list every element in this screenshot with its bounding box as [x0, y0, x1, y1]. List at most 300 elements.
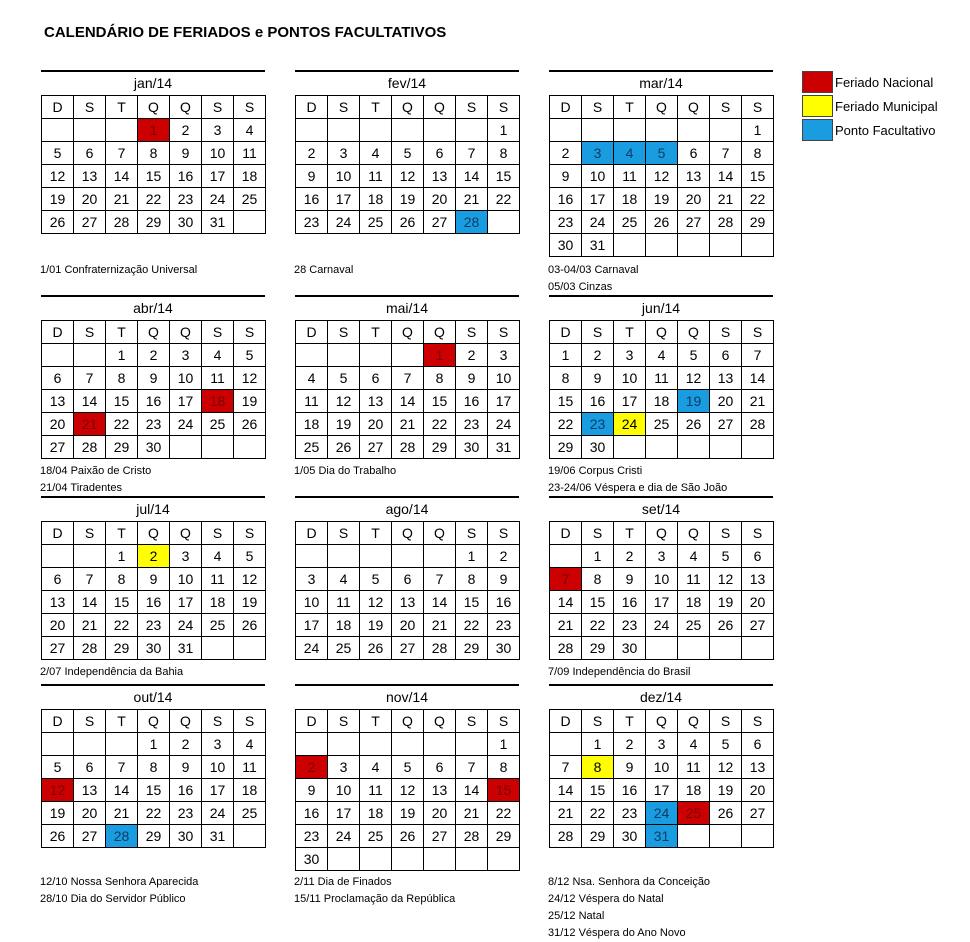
weekday-header: T — [106, 710, 138, 733]
day-cell: 1 — [456, 545, 488, 568]
day-cell: 3 — [170, 344, 202, 367]
day-cell: 12 — [328, 390, 360, 413]
day-cell: 6 — [424, 756, 456, 779]
weekday-header: Q — [646, 321, 678, 344]
week-row — [550, 825, 774, 848]
day-cell: 13 — [360, 390, 392, 413]
day-cell: 22 — [138, 188, 170, 211]
day-cell: 20 — [74, 802, 106, 825]
day-cell: 21 — [710, 188, 742, 211]
month-calendar — [549, 295, 773, 459]
day-cell: 3 — [646, 545, 678, 568]
day-cell: 16 — [296, 802, 328, 825]
day-cell: 21 — [74, 614, 106, 637]
day-cell: 8 — [424, 367, 456, 390]
day-cell: 13 — [42, 591, 74, 614]
day-cell: 16 — [614, 591, 646, 614]
day-cell-feriado-nacional: 2 — [296, 756, 328, 779]
day-cell: 12 — [646, 165, 678, 188]
empty-cell — [392, 344, 424, 367]
day-cell: 19 — [392, 802, 424, 825]
day-cell-feriado-municipal: 2 — [138, 545, 170, 568]
day-cell: 22 — [582, 802, 614, 825]
day-cell: 20 — [392, 614, 424, 637]
day-cell: 19 — [328, 413, 360, 436]
day-cell: 2 — [614, 545, 646, 568]
day-cell: 26 — [710, 614, 742, 637]
day-cell: 7 — [74, 568, 106, 591]
holiday-note: 12/10 Nossa Senhora Aparecida — [40, 876, 199, 888]
weekday-header-row — [296, 710, 520, 733]
day-cell: 30 — [614, 637, 646, 660]
week-row — [42, 614, 266, 637]
day-cell: 19 — [234, 591, 266, 614]
week-row — [42, 436, 266, 459]
day-cell: 11 — [646, 367, 678, 390]
day-cell: 11 — [234, 142, 266, 165]
day-cell: 29 — [106, 436, 138, 459]
day-cell: 17 — [646, 591, 678, 614]
empty-cell — [202, 637, 234, 660]
weekday-header: S — [742, 522, 774, 545]
day-cell-ponto-facultativo: 23 — [582, 413, 614, 436]
empty-cell — [582, 119, 614, 142]
weekday-header-row — [550, 522, 774, 545]
day-cell: 17 — [582, 188, 614, 211]
day-cell: 5 — [678, 344, 710, 367]
weekday-header: Q — [170, 710, 202, 733]
month-title: out/14 — [41, 684, 265, 709]
weekday-header: Q — [138, 710, 170, 733]
empty-cell — [296, 733, 328, 756]
day-cell: 3 — [614, 344, 646, 367]
day-cell: 4 — [202, 344, 234, 367]
day-cell: 6 — [710, 344, 742, 367]
day-cell: 7 — [456, 756, 488, 779]
day-cell: 7 — [742, 344, 774, 367]
day-cell: 13 — [42, 390, 74, 413]
day-cell: 2 — [488, 545, 520, 568]
month-title: jul/14 — [41, 496, 265, 521]
weekday-header: S — [202, 96, 234, 119]
empty-cell — [234, 637, 266, 660]
empty-cell — [646, 637, 678, 660]
day-cell: 11 — [360, 779, 392, 802]
day-cell: 22 — [488, 188, 520, 211]
empty-cell — [710, 436, 742, 459]
day-cell: 19 — [42, 188, 74, 211]
day-cell: 20 — [360, 413, 392, 436]
day-cell: 26 — [42, 211, 74, 234]
day-cell: 27 — [74, 211, 106, 234]
day-cell: 22 — [138, 802, 170, 825]
legend — [802, 70, 938, 142]
day-cell: 7 — [392, 367, 424, 390]
holiday-note: 24/12 Véspera do Natal — [548, 893, 664, 905]
day-cell: 13 — [424, 779, 456, 802]
day-cell: 10 — [328, 165, 360, 188]
day-cell: 15 — [138, 165, 170, 188]
day-cell: 11 — [614, 165, 646, 188]
day-cell: 29 — [582, 637, 614, 660]
day-cell: 21 — [550, 802, 582, 825]
day-cell: 14 — [424, 591, 456, 614]
weekday-header: S — [742, 321, 774, 344]
month-notes — [40, 463, 280, 497]
holiday-note: 23-24/06 Véspera e dia de São João — [548, 482, 728, 494]
day-cell: 3 — [202, 119, 234, 142]
day-cell: 25 — [646, 413, 678, 436]
day-cell: 23 — [614, 614, 646, 637]
weekday-header: Q — [392, 96, 424, 119]
day-cell: 5 — [42, 756, 74, 779]
empty-cell — [488, 848, 520, 871]
empty-cell — [328, 848, 360, 871]
empty-cell — [550, 545, 582, 568]
legend-item-municipal — [802, 94, 938, 118]
weekday-header: D — [42, 710, 74, 733]
day-cell-ponto-facultativo: 28 — [456, 211, 488, 234]
day-cell: 1 — [106, 344, 138, 367]
day-cell: 16 — [550, 188, 582, 211]
day-cell: 27 — [74, 825, 106, 848]
empty-cell — [456, 848, 488, 871]
day-cell: 4 — [678, 545, 710, 568]
day-cell: 17 — [202, 779, 234, 802]
day-cell: 22 — [106, 614, 138, 637]
day-cell: 4 — [360, 142, 392, 165]
day-cell: 9 — [550, 165, 582, 188]
day-cell: 28 — [550, 637, 582, 660]
day-cell: 25 — [296, 436, 328, 459]
day-cell: 12 — [710, 756, 742, 779]
empty-cell — [106, 119, 138, 142]
month-title: set/14 — [549, 496, 773, 521]
day-cell: 23 — [296, 211, 328, 234]
day-cell: 8 — [742, 142, 774, 165]
month-calendar — [41, 684, 265, 848]
day-cell: 13 — [710, 367, 742, 390]
weekday-header: T — [360, 96, 392, 119]
day-cell: 20 — [424, 188, 456, 211]
day-cell: 10 — [170, 568, 202, 591]
holiday-note: 2/11 Dia de Finados — [294, 876, 392, 888]
week-row — [42, 802, 266, 825]
empty-cell — [488, 211, 520, 234]
week-row — [296, 367, 520, 390]
day-cell: 14 — [710, 165, 742, 188]
day-cell: 8 — [456, 568, 488, 591]
week-row — [296, 848, 520, 871]
day-cell: 20 — [42, 614, 74, 637]
day-cell: 22 — [742, 188, 774, 211]
day-cell: 16 — [456, 390, 488, 413]
day-cell: 12 — [392, 165, 424, 188]
day-cell: 13 — [678, 165, 710, 188]
empty-cell — [646, 119, 678, 142]
day-cell: 19 — [710, 591, 742, 614]
weekday-header: T — [360, 321, 392, 344]
day-cell: 10 — [646, 756, 678, 779]
day-cell: 25 — [360, 211, 392, 234]
day-cell: 11 — [360, 165, 392, 188]
empty-cell — [678, 825, 710, 848]
empty-cell — [234, 211, 266, 234]
day-cell: 1 — [742, 119, 774, 142]
month-table — [41, 521, 266, 660]
day-cell: 14 — [456, 165, 488, 188]
day-cell: 15 — [138, 779, 170, 802]
day-cell: 17 — [170, 591, 202, 614]
day-cell: 15 — [424, 390, 456, 413]
month-notes — [40, 664, 280, 681]
weekday-header: S — [234, 522, 266, 545]
day-cell: 17 — [170, 390, 202, 413]
weekday-header: S — [328, 710, 360, 733]
day-cell: 18 — [202, 591, 234, 614]
day-cell: 26 — [328, 436, 360, 459]
day-cell: 8 — [550, 367, 582, 390]
month-table — [295, 320, 520, 459]
month-table — [41, 320, 266, 459]
day-cell: 4 — [678, 733, 710, 756]
day-cell: 22 — [550, 413, 582, 436]
week-row — [296, 119, 520, 142]
weekday-header: S — [488, 321, 520, 344]
weekday-header: Q — [392, 710, 424, 733]
month-notes — [40, 262, 280, 279]
day-cell: 25 — [328, 637, 360, 660]
day-cell: 21 — [106, 188, 138, 211]
day-cell: 12 — [710, 568, 742, 591]
day-cell: 12 — [392, 779, 424, 802]
weekday-header: Q — [678, 321, 710, 344]
day-cell: 20 — [710, 390, 742, 413]
day-cell: 28 — [74, 436, 106, 459]
weekday-header: S — [234, 96, 266, 119]
week-row — [296, 733, 520, 756]
weekday-header: S — [456, 321, 488, 344]
day-cell: 19 — [234, 390, 266, 413]
week-row — [42, 568, 266, 591]
day-cell: 10 — [614, 367, 646, 390]
day-cell: 23 — [614, 802, 646, 825]
day-cell: 26 — [42, 825, 74, 848]
day-cell: 2 — [138, 344, 170, 367]
day-cell: 7 — [550, 756, 582, 779]
day-cell: 14 — [74, 591, 106, 614]
empty-cell — [328, 545, 360, 568]
week-row — [550, 591, 774, 614]
day-cell: 31 — [488, 436, 520, 459]
day-cell: 16 — [296, 188, 328, 211]
weekday-header: Q — [170, 96, 202, 119]
day-cell: 6 — [392, 568, 424, 591]
weekday-header: Q — [170, 522, 202, 545]
day-cell: 18 — [678, 591, 710, 614]
day-cell: 9 — [614, 756, 646, 779]
day-cell: 29 — [456, 637, 488, 660]
weekday-header: S — [456, 96, 488, 119]
day-cell: 21 — [456, 802, 488, 825]
day-cell: 4 — [296, 367, 328, 390]
empty-cell — [614, 436, 646, 459]
legend-item-nacional — [802, 70, 938, 94]
day-cell-feriado-municipal: 24 — [614, 413, 646, 436]
day-cell: 7 — [710, 142, 742, 165]
day-cell: 25 — [202, 614, 234, 637]
holiday-note: 1/01 Confraternização Universal — [40, 264, 198, 276]
day-cell: 12 — [234, 568, 266, 591]
empty-cell — [550, 733, 582, 756]
empty-cell — [646, 234, 678, 257]
week-row — [550, 211, 774, 234]
weekday-header: S — [582, 321, 614, 344]
day-cell: 24 — [328, 211, 360, 234]
holiday-note: 28/10 Dia do Servidor Público — [40, 893, 186, 905]
weekday-header: S — [582, 96, 614, 119]
day-cell: 2 — [582, 344, 614, 367]
weekday-header: S — [582, 710, 614, 733]
day-cell: 15 — [456, 591, 488, 614]
week-row — [550, 733, 774, 756]
day-cell: 1 — [582, 733, 614, 756]
holiday-note: 25/12 Natal — [548, 910, 605, 922]
weekday-header: Q — [646, 96, 678, 119]
day-cell-feriado-nacional: 12 — [42, 779, 74, 802]
day-cell: 11 — [202, 568, 234, 591]
holiday-note: 28 Carnaval — [294, 264, 354, 276]
weekday-header: T — [106, 321, 138, 344]
day-cell: 11 — [202, 367, 234, 390]
week-row — [550, 779, 774, 802]
day-cell: 24 — [202, 188, 234, 211]
week-row — [296, 344, 520, 367]
day-cell: 9 — [138, 367, 170, 390]
day-cell: 8 — [106, 367, 138, 390]
day-cell: 29 — [582, 825, 614, 848]
day-cell: 5 — [360, 568, 392, 591]
month-table — [549, 521, 774, 660]
week-row — [42, 591, 266, 614]
day-cell: 9 — [582, 367, 614, 390]
day-cell: 6 — [74, 142, 106, 165]
day-cell: 5 — [328, 367, 360, 390]
empty-cell — [646, 436, 678, 459]
empty-cell — [424, 848, 456, 871]
day-cell: 1 — [582, 545, 614, 568]
empty-cell — [550, 119, 582, 142]
day-cell: 5 — [392, 142, 424, 165]
day-cell: 6 — [74, 756, 106, 779]
day-cell: 29 — [106, 637, 138, 660]
weekday-header: D — [296, 710, 328, 733]
day-cell: 8 — [488, 756, 520, 779]
day-cell: 20 — [42, 413, 74, 436]
month-title: mar/14 — [549, 70, 773, 95]
empty-cell — [360, 119, 392, 142]
day-cell: 15 — [582, 779, 614, 802]
weekday-header: S — [488, 96, 520, 119]
empty-cell — [74, 545, 106, 568]
day-cell: 15 — [106, 390, 138, 413]
week-row — [42, 825, 266, 848]
empty-cell — [42, 733, 74, 756]
week-row — [296, 591, 520, 614]
month-title: fev/14 — [295, 70, 519, 95]
day-cell: 30 — [170, 211, 202, 234]
day-cell: 9 — [170, 142, 202, 165]
weekday-header: D — [550, 96, 582, 119]
weekday-header: Q — [646, 522, 678, 545]
day-cell: 13 — [424, 165, 456, 188]
empty-cell — [296, 344, 328, 367]
empty-cell — [296, 545, 328, 568]
day-cell: 30 — [550, 234, 582, 257]
empty-cell — [710, 637, 742, 660]
week-row — [42, 165, 266, 188]
month-table — [41, 709, 266, 848]
day-cell: 6 — [360, 367, 392, 390]
legend-label: Feriado Municipal — [835, 98, 938, 114]
week-row — [550, 234, 774, 257]
weekday-header: S — [74, 522, 106, 545]
week-row — [296, 188, 520, 211]
empty-cell — [678, 637, 710, 660]
day-cell: 22 — [424, 413, 456, 436]
day-cell: 18 — [296, 413, 328, 436]
day-cell: 3 — [170, 545, 202, 568]
day-cell-ponto-facultativo: 24 — [646, 802, 678, 825]
legend-swatch-facultativo — [802, 119, 833, 141]
day-cell: 12 — [234, 367, 266, 390]
day-cell: 30 — [138, 637, 170, 660]
day-cell: 23 — [296, 825, 328, 848]
week-row — [550, 637, 774, 660]
day-cell: 5 — [710, 545, 742, 568]
day-cell: 7 — [74, 367, 106, 390]
day-cell: 22 — [456, 614, 488, 637]
day-cell: 1 — [488, 119, 520, 142]
day-cell: 14 — [106, 779, 138, 802]
empty-cell — [360, 733, 392, 756]
weekday-header: Q — [424, 710, 456, 733]
month-calendar — [295, 684, 519, 871]
day-cell: 14 — [392, 390, 424, 413]
day-cell-ponto-facultativo: 3 — [582, 142, 614, 165]
day-cell: 10 — [488, 367, 520, 390]
day-cell: 29 — [424, 436, 456, 459]
day-cell: 10 — [296, 591, 328, 614]
day-cell: 9 — [170, 756, 202, 779]
week-row — [42, 188, 266, 211]
day-cell: 14 — [742, 367, 774, 390]
month-calendar — [41, 295, 265, 459]
weekday-header: T — [106, 522, 138, 545]
day-cell-feriado-municipal: 8 — [582, 756, 614, 779]
empty-cell — [678, 119, 710, 142]
day-cell: 16 — [582, 390, 614, 413]
empty-cell — [392, 545, 424, 568]
weekday-header-row — [42, 321, 266, 344]
weekday-header: S — [710, 321, 742, 344]
week-row — [550, 568, 774, 591]
empty-cell — [74, 344, 106, 367]
day-cell: 26 — [392, 211, 424, 234]
empty-cell — [328, 344, 360, 367]
day-cell: 3 — [296, 568, 328, 591]
month-notes — [294, 463, 534, 480]
